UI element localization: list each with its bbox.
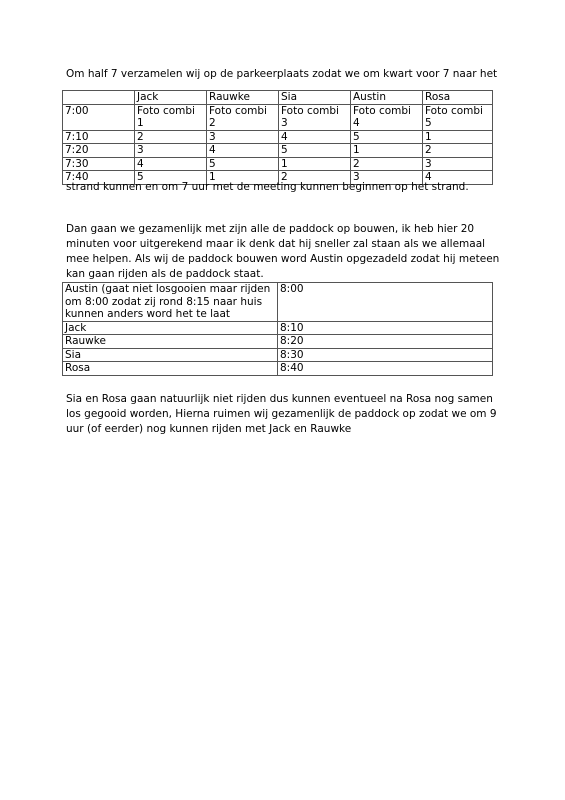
paddock-paragraph: Dan gaan we gezamenlijk met zijn alle de paddock op bouwen, ik heb hier 20 minuten voor uitgerekend maar ik denk dat hij sneller zal staan als we allemaal mee helpen. Als wij de paddock bouwen word Austin opgezadeld zodat hij meteen kan gaan rijden als de paddock staat. [66,223,500,280]
table-cell: 5 [279,144,351,158]
table-cell: 7:30 [63,157,135,171]
table-cell: 4 [423,171,493,185]
table-cell: Foto combi 5 [423,104,493,130]
riding-table [62,282,493,376]
table-cell: 5 [135,171,207,185]
table-cell: 8:40 [278,362,493,376]
closing-paragraph: Sia en Rosa gaan natuurlijk niet rijden dus kunnen eventueel na Rosa nog samen los gegooid worden, Hierna ruimen wij gezamenlijk de paddock op zodat we om 9 uur (of eerder) nog kunnen rijden met Jack en Rauwke [66,393,497,435]
table-cell: 4 [135,157,207,171]
table-cell: Rauwke [207,91,279,105]
table-cell: 8:10 [278,321,493,335]
table-row [63,283,493,322]
table-cell: 8:20 [278,335,493,349]
table-cell: Rauwke [63,335,278,349]
table-cell: 5 [351,130,423,144]
table-cell: Foto combi 4 [351,104,423,130]
table-row [63,157,493,171]
table-cell: 8:00 [278,283,493,322]
table-cell: 3 [135,144,207,158]
table-cell: 3 [351,171,423,185]
table-cell: Austin [351,91,423,105]
table-row [63,104,493,130]
table-row [63,335,493,349]
table-cell: 1 [207,171,279,185]
table-cell: 2 [279,171,351,185]
table-cell: Sia [279,91,351,105]
table-cell: Foto combi 2 [207,104,279,130]
table-cell: 7:40 [63,171,135,185]
table-cell: Jack [63,321,278,335]
table-cell: Rosa [63,362,278,376]
table-cell: 4 [207,144,279,158]
table-cell: Austin (gaat niet losgooien maar rijden om 8:00 zodat zij rond 8:15 naar huis kunnen anders word het te laat [63,283,278,322]
table-row [63,362,493,376]
table-cell: 7:00 [63,104,135,130]
schedule-table [62,90,493,185]
table-header-row [63,91,493,105]
table-cell: 3 [207,130,279,144]
continuation-line: strand kunnen en om 7 uur met de meeting kunnen beginnen op het strand. [66,181,469,193]
table-cell: Jack [135,91,207,105]
table-cell: 7:20 [63,144,135,158]
table-cell: 4 [279,130,351,144]
table-cell: 1 [279,157,351,171]
table-cell [63,91,135,105]
table-cell: 7:10 [63,130,135,144]
table-row [63,130,493,144]
table-cell: 2 [135,130,207,144]
table-row [63,144,493,158]
table-cell: Sia [63,348,278,362]
table-cell: 1 [351,144,423,158]
table-cell: 3 [423,157,493,171]
table-cell: 2 [423,144,493,158]
table-row [63,321,493,335]
table-cell: 1 [423,130,493,144]
table-cell: 8:30 [278,348,493,362]
intro-line: Om half 7 verzamelen wij op de parkeerplaats zodat we om kwart voor 7 naar het [66,68,498,80]
table-cell: 2 [351,157,423,171]
table-cell: Rosa [423,91,493,105]
table-cell: Foto combi 3 [279,104,351,130]
table-cell: 5 [207,157,279,171]
table-row [63,348,493,362]
table-cell: Foto combi 1 [135,104,207,130]
